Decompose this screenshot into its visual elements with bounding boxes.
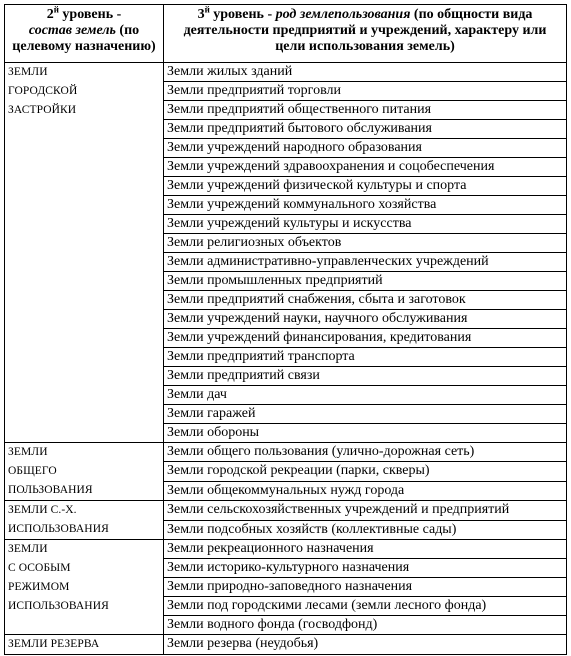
land-category-line: ГОРОДСКОЙ [8,85,78,97]
land-category-cell [5,501,164,540]
land-use-type-cell: Земли учреждений физической культуры и спорта [164,177,567,196]
land-use-classification-table [4,4,567,655]
table-row [5,443,567,462]
land-use-type-cell: Земли общего пользования (улично-дорожная сеть) [164,443,567,462]
header-row [5,5,567,63]
land-use-type-cell: Земли промышленных предприятий [164,272,567,291]
land-use-type-cell: Земли подсобных хозяйств (коллективные сады) [164,520,567,540]
land-use-type-cell: Земли учреждений финансирования, кредитования [164,329,567,348]
land-category-line: ЗЕМЛИ С.-Х. [8,504,77,516]
header-level-3-num: 3 [197,7,205,22]
land-use-type-cell: Земли городской рекреации (парки, скверы) [164,462,567,481]
land-use-type-cell: Земли предприятий связи [164,367,567,386]
land-use-type-cell: Земли учреждений коммунального хозяйства [164,196,567,215]
land-category-cell [5,540,164,635]
land-category-line: ЗАСТРОЙКИ [8,104,77,116]
table-row [5,540,567,559]
land-category-line: ОБЩЕГО [8,465,57,477]
header-level-3-italic: род землепользования [275,7,411,22]
table-body [5,63,567,655]
land-use-type-cell: Земли сельскохозяйственных учреждений и предприятий [164,501,567,521]
land-use-type-cell: Земли обороны [164,424,567,443]
land-category-cell [5,635,164,655]
header-level-2-word: уровень - [58,7,122,22]
header-level-2-rest: (по целевому назначению) [12,23,156,54]
land-category-line: ЗЕМЛИ [8,543,48,555]
land-category-line: ПОЛЬЗОВАНИЯ [8,484,93,496]
header-level-2-sup: й [53,4,59,15]
land-use-type-cell: Земли предприятий бытового обслуживания [164,120,567,139]
table-row [5,63,567,82]
header-level-3-rest: (по общности вида деятельности предприятий и учреждений, характеру или цели использования земель) [183,7,547,54]
header-level-2-num: 2 [46,7,54,22]
land-category-cell [5,63,164,443]
land-use-type-cell: Земли административно-управленческих учреждений [164,253,567,272]
land-use-type-cell: Земли общекоммунальных нужд города [164,481,567,500]
land-category-line: ЗЕМЛИ РЕЗЕРВА [8,638,100,650]
header-level-2-italic: состав земель [28,23,116,38]
land-use-type-cell: Земли резерва (неудобья) [164,635,567,655]
land-use-type-cell: Земли историко-культурного назначения [164,559,567,578]
land-use-type-cell: Земли учреждений науки, научного обслуживания [164,310,567,329]
land-use-type-cell: Земли под городскими лесами (земли лесного фонда) [164,597,567,616]
land-use-type-cell: Земли предприятий общественного питания [164,101,567,120]
land-category-line: ИСПОЛЬЗОВАНИЯ [8,600,109,612]
land-use-type-cell: Земли гаражей [164,405,567,424]
land-category-cell [5,443,164,501]
land-use-type-cell: Земли жилых зданий [164,63,567,82]
land-category-line: РЕЖИМОМ [8,581,70,593]
land-use-type-cell: Земли предприятий транспорта [164,348,567,367]
land-use-type-cell: Земли религиозных объектов [164,234,567,253]
table-row [5,501,567,521]
land-use-type-cell: Земли дач [164,386,567,405]
land-use-type-cell: Земли учреждений народного образования [164,139,567,158]
header-level-3-word: уровень - [209,7,276,22]
land-use-type-cell: Земли рекреационного назначения [164,540,567,559]
header-level-3-sup: й [204,4,210,15]
land-category-line: ЗЕМЛИ [8,66,48,78]
land-use-type-cell: Земли природно-заповедного назначения [164,578,567,597]
table-row [5,635,567,655]
land-category-line: С ОСОБЫМ [8,562,71,574]
land-category-line: ИСПОЛЬЗОВАНИЯ [8,523,109,535]
land-use-type-cell: Земли учреждений культуры и искусства [164,215,567,234]
land-category-line: ЗЕМЛИ [8,446,48,458]
land-use-type-cell: Земли предприятий торговли [164,82,567,101]
header-level-3 [164,5,567,63]
land-use-type-cell: Земли водного фонда (госводфонд) [164,616,567,635]
header-level-2 [5,5,164,63]
table-header [5,5,567,63]
land-use-type-cell: Земли учреждений здравоохранения и соцобеспечения [164,158,567,177]
land-use-type-cell: Земли предприятий снабжения, сбыта и заготовок [164,291,567,310]
